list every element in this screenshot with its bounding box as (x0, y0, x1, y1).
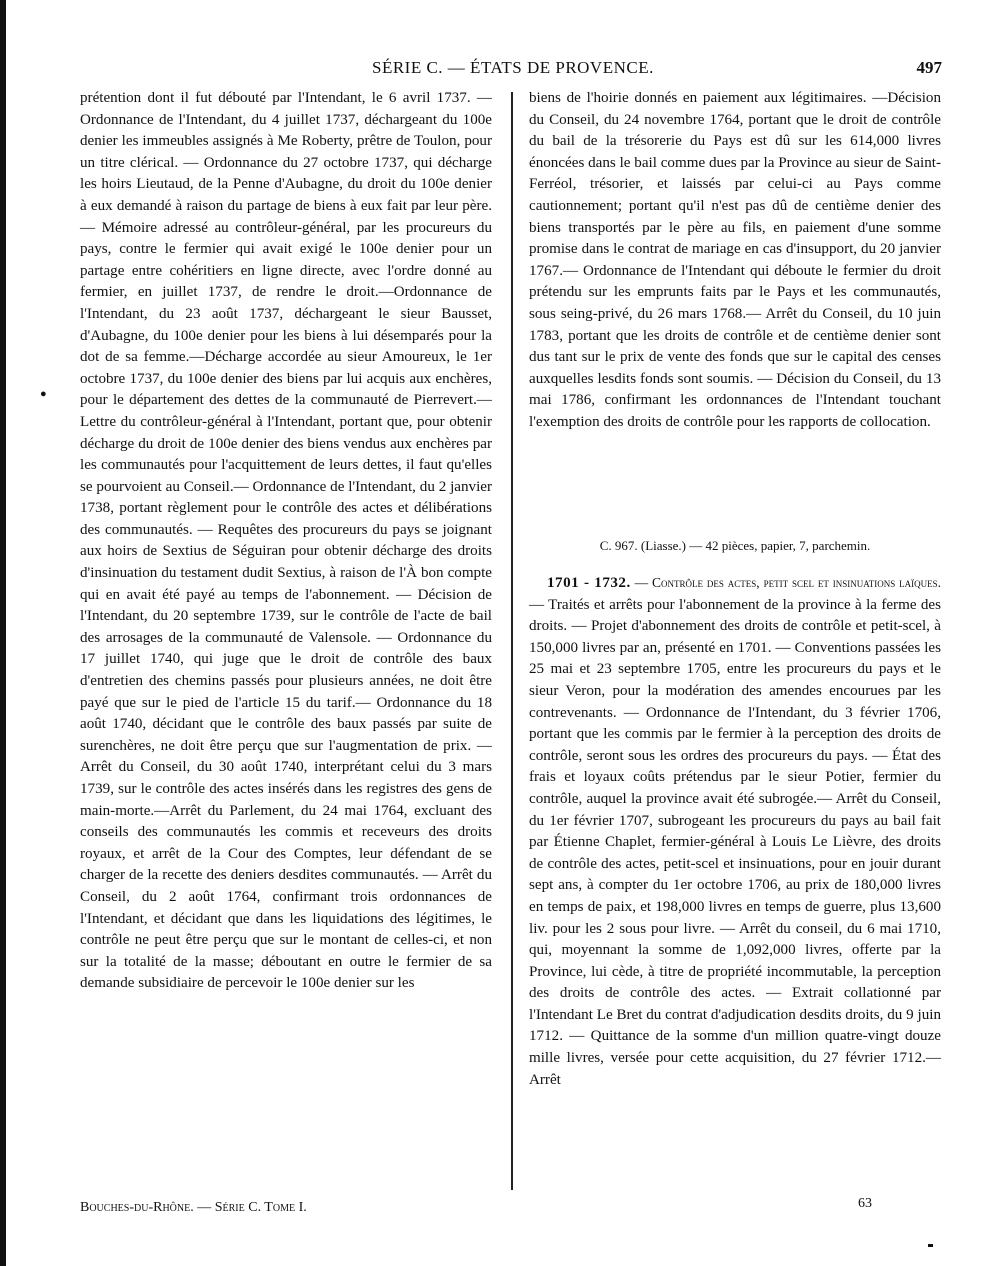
article-text: — Traités et arrêts pour l'abonnement de la province à la ferme des droits. — Projet d'abonnement des droits de contrôle et petit-scel, à 150,000 livres par an, présenté en 1701. — Conventions passées les 25 mai et 23 septembre 1705, entre les procureurs du pays et le sieur Veron, pour la modération des amendes encourues par les contrevenants. — Ordonnance de l'Intendant, du 3 février 1706, portant que les commis par le fermier à la perception des droits de contrôle, seront sous les ordres des procureurs du pays. — État des frais et loyaux coûts prétendus par le sieur Potier, fermier du contrôle, auquel la province avait été subrogée.— Arrêt du Conseil, du 1er février 1707, subrogeant les procureurs du pays au bail fait par Étienne Chaplet, fermier-général à Louis Le Lièvre, des droits de contrôle des actes, petit-scel et insinuations, pour en jouir durant sept ans, à compter du 1er octobre 1706, au prix de 180,000 livres en temps de paix, et 198,000 livres en temps de guerre, plus 13,600 liv. pour les 2 sous pour livre. — Arrêt du conseil, du 6 mai 1710, qui, moyennant la somme de 1,092,000 livres, offerte par la Province, lui cède, à titre de propriété incommutable, la perception des droits de contrôle des actes. — Extrait collationné par l'Intendant Le Bret du contrat d'adjudication desdits droits, du 9 juin 1712. — Quittance de la somme d'un million quatre-vingt douze mille livres, versée pour cette acquisition, du 27 février 1712.—Arrêt (529, 596, 941, 1088)
liasse-heading: C. 967. (Liasse.) — 42 pièces, papier, 7, parchemin. (599, 538, 871, 553)
article-entry (529, 572, 941, 1091)
left-column-text: prétention dont il fut débouté par l'Intendant, le 6 avril 1737. — Ordonnance de l'Intendant, du 4 juillet 1737, déchargeant du 100e denier les immeubles assignés à Me Roberty, prêtre de Toulon, pour un titre clérical. — Ordonnance du 27 octobre 1737, qui décharge les hoirs Lieutaud, de la Penne d'Aubagne, du droit du 100e denier à eux demandé à raison du partage de biens à eux fait par leur père. — Mémoire adressé au contrôleur-général, par les procureurs du pays, contre le fermier qui avait exigé le 100e denier pour un partage entre cohéritiers en ligne directe, avec l'ordre donné au fermier, en juillet 1737, de rendre le droit.—Ordonnance de l'Intendant, du 23 août 1737, déchargeant le sieur Bausset, d'Aubagne, du 100e denier pour les biens à lui désemparés pour la dot de sa femme.—Décharge accordée au sieur Amoureux, le 1er octobre 1737, du 100e denier des biens par lui acquis aux enchères, pour le département des dettes de la communauté de Pierrevert.—Lettre du contrôleur-général à l'Intendant, portant que, pour obtenir décharge du droit de 100e denier des biens vendus aux enchères par les communautés pour l'acquittement de leurs dettes, il faut qu'elles se pourvoient au Conseil.— Ordonnance de l'Intendant, du 2 janvier 1738, portant règlement pour le contrôle des actes et délibérations des communautés. — Requêtes des procureurs du pays se joignant aux hoirs de Sextius de Séguiran pour obtenir décharge des droits d'insinuation du testament dudit Sextius, à raison de l'À bon compte qui en avait été payé au temps de l'abonnement. — Décision de l'Intendant, du 20 septembre 1739, sur le contrôle de l'acte de bail des arrosages de la communauté de Valensole. — Ordonnance du 17 juillet 1740, qui juge que le droit de contrôle des baux d'entretien des chemins passés pour plusieurs années, ne doit être payé que sur le pied de l'article 15 du tarif.— Ordonnance du 18 août 1740, décidant que le contrôle des baux passés par suite de surenchères, ne doit être perçu que sur l'augmentation de prix. — Arrêt du Conseil, du 30 août 1740, interprétant celui du 3 mars 1739, sur le contrôle des actes insérés dans les registres des gens de main-morte.—Arrêt du Parlement, du 24 mai 1764, excluant des conseils des communautés les commis et receveurs des droits royaux, et arrêt de la Cour des Comptes, leur défendant de se charger de la recette des deniers desdites communautés. — Arrêt du Conseil, du 2 août 1764, confirmant trois ordonnances de l'Intendant, et décidant que dans les liquidations des légitimes, le contrôle ne peut être perçu que sur le montant de celles-ci, et non sur la totalité de la masse; déboutant en outre le fermier de sa demande subsidiaire de percevoir le 100e denier sur les (80, 90, 492, 992)
column-divider (511, 92, 513, 1190)
right-column (529, 88, 941, 434)
page-header (0, 58, 1000, 82)
article-paragraph (529, 572, 941, 1091)
footer-sheet-number: 63 (858, 1196, 872, 1211)
article-title: — Contrôle des actes, petit scel et insinuations laïques. (630, 575, 941, 590)
footer-series-label: Bouches-du-Rhône. — Série C. Tome I. (80, 1200, 307, 1215)
stray-dot (928, 1244, 933, 1247)
page-number: 497 (916, 58, 942, 77)
scan-edge-bar (0, 0, 6, 1266)
article-dates: 1701 - 1732. (547, 575, 631, 591)
stray-ink-mark: ● (40, 388, 47, 400)
right-column-text: biens de l'hoirie donnés en paiement aux légitimaires. —Décision du Conseil, du 24 novembre 1764, portant que le droit de contrôle du bail de la trésorerie du Pays est dû sur les 614,000 livres énoncées dans le bail comme dues par la Province au sieur de Saint-Ferréol, trésorier, et laissés par celui-ci au Pays comme cautionnement; portant qu'il n'est pas dû de centième denier des biens transportés par le père au fils, en paiement d'une somme promise dans le contrat de mariage en cas d'insupport, du 20 janvier 1767.— Ordonnance de l'Intendant qui déboute le fermier du droit prétendu sur les emprunts faits par le Pays et les communautés, sous seing-privé, du 26 mars 1768.— Arrêt du Conseil, du 10 juin 1783, portant que les droits de contrôle et de centième denier sont dus tant sur le prix de vente des fonds que sur le capital des censes auxquelles lesdits fonds sont soumis. — Décision du Conseil, du 13 mai 1786, confirmant les ordonnances de l'Intendant touchant l'exemption des droits de contrôle pour les rapports de collocation. (529, 90, 941, 430)
running-title: SÉRIE C. — ÉTATS DE PROVENCE. (372, 58, 654, 77)
left-column (80, 88, 492, 995)
